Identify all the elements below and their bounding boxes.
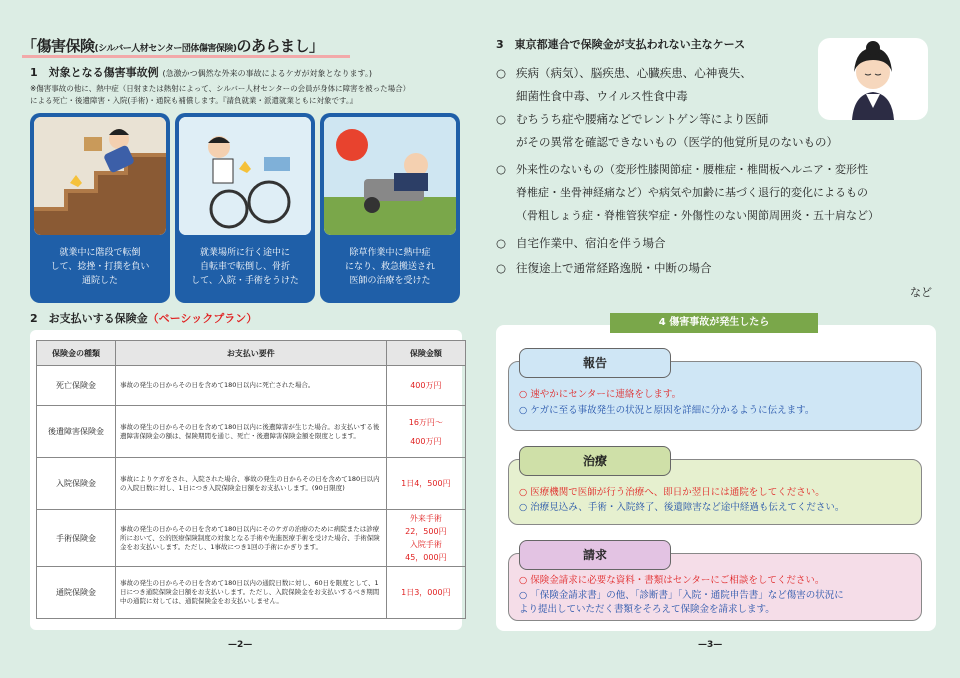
treatment-panel: 治療 ○ 医療機関で医師が行う治療へ、即日か翌日には通院をしてください。 ○ 治療見込み、手術・入院終了、後遺障害など途中経過も伝えてください。 <box>508 459 922 525</box>
list-item: ○ 自宅作業中、宿泊を伴う場合 <box>496 236 666 250</box>
section-1-heading: 1 対象となる傷害事故例 (急激かつ偶然な外来の事故によるケガが対象となります。) <box>30 66 372 79</box>
treatment-label: 治療 <box>519 446 671 476</box>
table-row: 後遺障害保険金 事故の発生の日からその日を含めて180日以内に後遺障害が生じた場合。お支払いする後遺障害保険金の額は、保険期間を通じ、死亡・後遺障害保険金額を限度とします。 16万円～ 400万円 <box>37 406 466 458</box>
table-row: 入院保険金 事故によりケガをされ、入院された場合、事故の発生の日からその日を含めて180日以内の入院日数に対し、1日につき入院保険金日額をお支払いします。(90日限度) 1日4，500円 <box>37 458 466 510</box>
table-row: 死亡保険金 事故の発生の日からその日を含めて180日以内に死亡された場合。 400万円 <box>37 366 466 406</box>
title-underline <box>22 55 350 58</box>
report-panel: 報告 ○ 速やかにセンターに連絡をします。 ○ ケガに至る事故発生の状況と原因を詳細に分かるように伝えます。 <box>508 361 922 431</box>
stairs-fall-illustration <box>34 117 166 235</box>
table-row: 通院保険金 事故の発生の日からその日を含めて180日以内の通院日数に対し、60日を限度として、1日につき通院保険金日額をお支払いします。ただし、入院保険金をお支払いするべき期間中の通院に対しては、通院保険金をお支払いしません。 1日3，000円 <box>37 567 466 619</box>
page-number-right: —3— <box>698 640 723 650</box>
case-card-heatstroke <box>320 113 460 303</box>
case-card-bicycle <box>175 113 315 303</box>
claim-label: 請求 <box>519 540 671 570</box>
section-3-heading: 3 東京都連合で保険金が支払われない主なケース <box>496 38 746 51</box>
section-1-note: (急激かつ偶然な外来の事故によるケガが対象となります。) <box>162 69 372 78</box>
case-card-bicycle-caption: 就業場所に行く途中に 自転車で転倒し、骨折 して、入院・手術をうけた <box>191 248 299 286</box>
heatstroke-illustration <box>324 117 456 235</box>
table-row: 手術保険金 事故の発生の日からその日を含めて180日以内にそのケガの治療のために病院または診療所において、公的医療保険制度の対象となる手術や先進医療手術を受けた場合、手術保険金をお支払いします。ただし、1事故につき1回の手術にかぎります。 外来手術 22，500円 入院手術 45，000円 <box>37 510 466 567</box>
col-header-type: 保険金の種類 <box>37 341 116 366</box>
col-header-requirement: お支払い要件 <box>115 341 386 366</box>
list-item: ○ 疾病（病気）、脳疾患、心臓疾患、心神喪失、 細菌性食中毒、ウイルス性食中毒 <box>496 66 752 103</box>
etc-text: など <box>910 286 932 299</box>
case-card-stairs-caption: 就業中に階段で転倒 して、捻挫・打撲を負い 通院した <box>50 248 150 286</box>
report-label: 報告 <box>519 348 671 378</box>
page-title: 「傷害保険(シルバー人材センター団体傷害保険)のあらまし」 <box>22 37 324 55</box>
bicycle-fall-illustration <box>179 117 311 235</box>
page-number-left: —2— <box>228 640 253 650</box>
heatstroke-note: ※傷害事故の他に、熱中症（日射または熱射によって、シルバー人材センターの会員が身体に障害を被った場合） による死亡・後遺障害・入院(手術)・通院も補償します。『請負就業・派遣就業ともに対象です。』 <box>30 84 411 105</box>
benefit-table <box>36 340 466 619</box>
case-card-heatstroke-caption: 除草作業中に熱中症 になり、救急搬送され 医師の治療を受けた <box>344 248 435 286</box>
case-card-stairs <box>30 113 170 303</box>
list-item: ○ 外来性のないもの（変形性膝関節症・腰椎症・椎間板ヘルニア・変形性 脊椎症・坐骨神経痛など）や病気や加齢に基づく退行的変化によるもの （骨粗しょう症・脊椎管狭窄症・外傷性のない関節周囲炎・五十肩など） <box>496 162 879 222</box>
claim-panel: 請求 ○ 保険金請求に必要な資料・書類はセンターにご相談をしてください。 ○ 「保険金請求書」の他、「診断書」「入院・通院申告書」など傷害の状況に より提出していただく書類をそろえて保険金を請求します。 <box>508 553 922 621</box>
list-item: ○ 往復途上で通常経路逸脱・中断の場合 <box>496 261 712 275</box>
section-4-heading: 4 傷害事故が発生したら <box>610 313 818 333</box>
col-header-amount: 保険金額 <box>386 341 465 366</box>
list-item: ○ むちうち症や腰痛などでレントゲン等により医師 がその異常を確認できないもの（医学的他覚所見のないもの） <box>496 112 838 149</box>
section-2-heading: 2 お支払いする保険金（ベーシックプラン） <box>30 312 258 325</box>
